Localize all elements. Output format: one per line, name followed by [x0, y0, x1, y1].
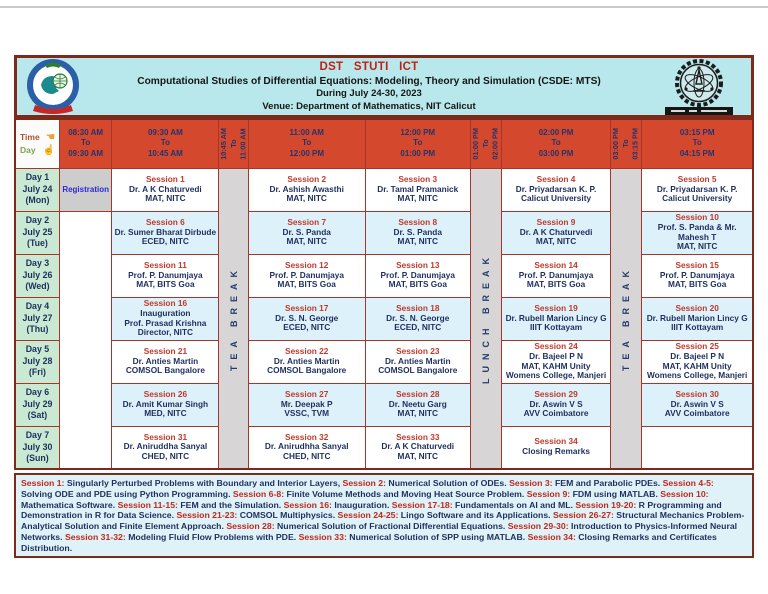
- time-slot-header-1: [59, 119, 111, 168]
- session-line: Calicut University: [521, 193, 592, 204]
- day-number: Day 5: [25, 344, 50, 355]
- session-line: Dr. Aswin V S: [670, 398, 724, 409]
- header-banner: [14, 55, 754, 118]
- session-title: Session 25: [675, 340, 719, 351]
- day-weekday: (Tue): [27, 238, 48, 249]
- legend-item: Session 33: Numerical Solution of SPP using MATLAB.: [298, 531, 528, 542]
- session-cell-19: [502, 297, 611, 340]
- session-title: Session 33: [396, 431, 440, 442]
- day-row-1: [15, 168, 753, 211]
- session-cell-34: [502, 426, 611, 469]
- session-line: MAT, BITS Goa: [388, 279, 447, 290]
- legend-item: Session 29-30: Introduction to Physics-Informed Neural Networks.: [21, 521, 738, 542]
- session-title: Session 31: [143, 431, 188, 442]
- workshop-dates: During July 24-30, 2023: [316, 88, 422, 100]
- session-line: Dr. Sumer Bharat Dirbude: [114, 226, 217, 237]
- day-row-3: [15, 254, 753, 297]
- vertical-time-text: [219, 128, 249, 160]
- session-line: MAT, NITC: [535, 236, 577, 247]
- session-line: Prof. P. Danumjaya: [128, 269, 203, 280]
- slot-from: 08:30 AM: [68, 127, 104, 137]
- session-line: AVV Coimbatore: [664, 408, 730, 419]
- session-line: Dr. Ashish Awasthi: [269, 183, 344, 194]
- empty-session-cell: [642, 426, 753, 469]
- workshop-title: Computational Studies of Differential Equations: Modeling, Theory and Simulation (CSDE: MTS): [137, 76, 601, 87]
- legend-session-label: Session 34:: [527, 531, 576, 542]
- day-number: Day 3: [25, 258, 50, 269]
- slot-to-word: To: [302, 138, 312, 148]
- session-line: IIIT Kottayam: [529, 322, 583, 333]
- legend-session-label: Session 33:: [298, 531, 347, 542]
- slot-to-word: To: [551, 138, 561, 148]
- legend-item: Session 2: Numerical Solution of ODEs.: [342, 478, 510, 488]
- legend-item: Session 19-20: R Programming and Demonstration in R for Data Science.: [21, 499, 722, 521]
- session-line: Inauguration: [140, 307, 191, 318]
- session-title: Session 34: [534, 436, 578, 447]
- time-slot-header-2: [112, 119, 219, 168]
- day-cell-3: [15, 254, 59, 297]
- session-title: Session 8: [398, 216, 438, 227]
- session-cell-16: [112, 297, 219, 340]
- vertical-time-text: [611, 128, 641, 160]
- session-line: VSSC, TVM: [284, 408, 330, 419]
- session-line: Dr. A K Chaturvedi: [381, 441, 455, 452]
- slot-from: 02:00 PM: [538, 127, 574, 137]
- slot-to-word: To: [81, 138, 91, 148]
- session-line: Dr. S. N. George: [275, 312, 339, 323]
- session-cell-10: [642, 211, 753, 254]
- session-line: MAT, NITC: [286, 193, 327, 204]
- session-cell-8: [365, 211, 470, 254]
- session-title: Session 17: [285, 302, 329, 313]
- session-cell-2: [248, 168, 365, 211]
- time-slot-header-8: [611, 119, 642, 168]
- session-cell-11: [112, 254, 219, 297]
- session-cell-32: [248, 426, 365, 469]
- session-cell-9: [502, 211, 611, 254]
- session-title: Session 12: [285, 259, 329, 270]
- slot-from: 11:00 AM: [289, 127, 324, 137]
- session-line: Dr. Rubell Marion Lincy G: [646, 312, 748, 323]
- day-row-7: [15, 426, 753, 469]
- legend-session-label: Session 16:: [283, 499, 332, 510]
- session-cell-30: [642, 383, 753, 426]
- session-line: Director, NITC: [137, 327, 194, 338]
- legend-session-label: Session 1:: [21, 478, 65, 488]
- slot-to-word: To: [229, 139, 239, 148]
- session-line: Mahesh T: [678, 231, 717, 242]
- legend-item: Session 24-25: Lingo Software and its Applications.: [337, 510, 554, 521]
- nitc-logo-icon: [653, 58, 745, 116]
- day-number: Day 4: [25, 301, 50, 312]
- session-line: Calicut University: [662, 193, 733, 204]
- session-title: Session 11: [143, 259, 187, 270]
- session-line: MAT, NITC: [397, 408, 438, 419]
- session-line: CHED, NITC: [282, 451, 331, 462]
- session-line: MAT, BITS Goa: [277, 279, 336, 290]
- session-title: Session 23: [396, 345, 440, 356]
- session-line: MAT, KAHM Unity: [521, 360, 591, 371]
- session-line: Prof. P. Danumjaya: [518, 269, 594, 280]
- session-title: Session 13: [396, 259, 440, 270]
- session-line: Dr. Anties Martin: [384, 355, 451, 366]
- workshop-venue: Venue: Department of Mathematics, NIT Calicut: [262, 100, 476, 112]
- session-title: Session 24: [534, 340, 578, 351]
- tea-break-column-1-text: TEA BREAK: [228, 265, 239, 372]
- session-cell-7: [248, 211, 365, 254]
- session-line: Dr. Neetu Garg: [388, 398, 447, 409]
- day-cell-2: [15, 211, 59, 254]
- legend-item: Session 28: Numerical Solution of Fractional Differential Equations.: [226, 521, 508, 532]
- left-pointing-hand-icon: ☚: [45, 131, 55, 143]
- legend-item: Session 21-23: COMSOL Multiphysics.: [176, 510, 338, 521]
- day-cell-5: [15, 340, 59, 383]
- day-row-2: [15, 211, 753, 254]
- session-title: Session 28: [396, 388, 440, 399]
- lunch-break-column-text: LUNCH BREAK: [480, 252, 491, 385]
- legend-item: Session 11-15: FEM and the Simulation.: [117, 499, 284, 510]
- session-cell-17: [248, 297, 365, 340]
- session-cell-4: [502, 168, 611, 211]
- day-date: July 26: [22, 269, 53, 280]
- day-date: July 24: [22, 183, 53, 194]
- time-slot-header-9: [642, 119, 753, 168]
- session-line: Dr. S. N. George: [386, 312, 450, 323]
- session-cell-27: [248, 383, 365, 426]
- legend-session-label: Session 11-15:: [117, 499, 178, 510]
- day-row-4: [15, 297, 753, 340]
- time-slot-header-4: [248, 119, 365, 168]
- slot-to-word: To: [413, 138, 423, 148]
- session-line: Prof. P. Danumjaya: [659, 269, 735, 280]
- session-line: MAT, KAHM Unity: [662, 360, 732, 371]
- legend-item: Session 17-18: Fundamentals on AI and ML.: [391, 499, 576, 510]
- day-cell-7: [15, 426, 59, 469]
- program-name: DST STUTI ICT: [319, 61, 419, 74]
- session-title: Session 26: [143, 388, 188, 399]
- session-cell-22: [248, 340, 365, 383]
- session-title: Session 19: [534, 302, 578, 313]
- session-line: IIIT Kottayam: [671, 322, 724, 333]
- session-title: Session 27: [285, 388, 329, 399]
- legend-item: Session 9: FDM using MATLAB.: [526, 488, 661, 499]
- session-line: Womens College, Manjeri: [646, 370, 748, 381]
- header-text-block: [89, 60, 649, 113]
- session-title: Session 14: [534, 259, 578, 270]
- session-cell-20: [642, 297, 753, 340]
- session-title: Session 30: [675, 388, 719, 399]
- slot-to-word: To: [160, 138, 170, 148]
- session-line: Dr. Priyadarsan K. P.: [515, 183, 597, 194]
- legend-session-label: Session 2:: [342, 478, 386, 488]
- session-cell-14: [502, 254, 611, 297]
- session-line: MAT, NITC: [397, 451, 438, 462]
- day-date: July 28: [22, 355, 53, 366]
- day-date: July 27: [22, 312, 53, 323]
- legend-item: Session 31-32: Modeling Fluid Flow Problems with PDE.: [64, 531, 299, 542]
- session-line: Prof. Prasad Krishna: [124, 317, 207, 328]
- time-slot-header-5: [365, 119, 470, 168]
- session-line: Dr. Bajeel P N: [529, 350, 583, 361]
- legend-item: Session 1: Singularly Perturbed Problems with Boundary and Interior Layers,: [21, 478, 343, 488]
- session-title: Session 21: [143, 345, 188, 356]
- session-line: Dr. Priyadarsan K. P.: [656, 183, 738, 194]
- legend-item: Session 6-8: Finite Volume Methods and Moving Heat Source Problem.: [232, 488, 527, 499]
- day-number: Day 2: [25, 215, 50, 226]
- session-cell-31: [112, 426, 219, 469]
- day-cell-4: [15, 297, 59, 340]
- session-cell-1: [112, 168, 219, 211]
- legend-session-label: Session 24-25:: [337, 510, 399, 521]
- empty-morning-column: [59, 211, 111, 469]
- session-line: MAT, BITS Goa: [136, 279, 195, 290]
- legend-session-label: Session 3:: [509, 478, 553, 488]
- session-cell-28: [365, 383, 470, 426]
- slot-until: 10:45 AM: [147, 149, 183, 159]
- day-weekday: (Sun): [26, 452, 49, 463]
- day-date: July 30: [22, 441, 53, 452]
- legend-session-label: Session 28:: [226, 521, 275, 532]
- session-line: ECED, NITC: [141, 236, 189, 247]
- session-title: Session 1: [146, 173, 185, 184]
- session-title: Session 15: [675, 259, 719, 270]
- session-line: MAT, NITC: [397, 236, 438, 247]
- session-line: MAT, NITC: [676, 241, 718, 252]
- session-cell-12: [248, 254, 365, 297]
- legend-item: Session 16: Inauguration.: [283, 499, 392, 510]
- time-day-corner-cell: [15, 119, 59, 168]
- session-line: Dr. Aswin V S: [529, 398, 583, 409]
- session-title: Session 9: [536, 216, 576, 227]
- tea-break-column-1: [219, 168, 248, 469]
- slot-until: 02:00 PM: [490, 127, 500, 160]
- session-title: Session 6: [146, 216, 185, 227]
- session-line: Dr. Rubell Marion Lincy G: [505, 312, 607, 323]
- session-line: COMSOL Bangalore: [378, 365, 458, 376]
- session-title: Session 18: [396, 302, 440, 313]
- legend-session-label: Session 4-5:: [662, 478, 714, 488]
- session-title: Session 7: [287, 216, 327, 227]
- slot-until: 12:00 PM: [289, 149, 325, 159]
- day-number: Day 6: [25, 387, 50, 398]
- session-line: Closing Remarks: [522, 446, 590, 457]
- day-weekday: (Mon): [25, 195, 50, 206]
- day-weekday: (Fri): [28, 367, 46, 378]
- day-date: July 29: [22, 398, 53, 409]
- session-cell-13: [365, 254, 470, 297]
- session-legend: [14, 473, 754, 558]
- legend-session-label: Session 31-32:: [64, 531, 126, 542]
- slot-until: 03:00 PM: [538, 149, 574, 159]
- session-cell-24: [502, 340, 611, 383]
- day-date: July 25: [22, 226, 53, 237]
- time-label: Time: [20, 132, 40, 143]
- session-line: MAT, NITC: [145, 193, 186, 204]
- session-line: ECED, NITC: [283, 322, 331, 333]
- day-row-6: [15, 383, 753, 426]
- session-cell-23: [365, 340, 470, 383]
- slot-to-word: To: [692, 138, 702, 148]
- slot-to-word: To: [480, 139, 490, 148]
- session-line: ECED, NITC: [394, 322, 442, 333]
- slot-from: 03:15 PM: [679, 127, 715, 137]
- session-line: Dr. Aniruddha Sanyal: [123, 441, 208, 452]
- time-slot-header-6: [470, 119, 501, 168]
- session-cell-6: [112, 211, 219, 254]
- legend-item: Session 3: FEM and Parabolic PDEs.: [509, 478, 663, 488]
- session-title: Session 16: [143, 297, 188, 308]
- session-cell-3: [365, 168, 470, 211]
- session-title: Session 29: [534, 388, 578, 399]
- workshop-timetable-poster: [14, 55, 754, 558]
- session-line: Prof. P. Danumjaya: [269, 269, 344, 280]
- slot-until: 04:15 PM: [679, 149, 715, 159]
- day-label: Day: [20, 145, 36, 156]
- legend-session-label: Session 6-8:: [232, 488, 285, 499]
- session-line: Dr. Tamal Pramanick: [377, 183, 459, 194]
- time-header-row: [15, 119, 753, 168]
- session-line: MAT, BITS Goa: [526, 279, 586, 290]
- session-line: Dr. Anties Martin: [132, 355, 199, 366]
- day-weekday: (Thu): [26, 324, 49, 335]
- slot-to-word: To: [621, 139, 631, 148]
- time-slot-header-3: [219, 119, 248, 168]
- session-line: MAT, BITS Goa: [667, 279, 727, 290]
- legend-item: Session 34: Closing Remarks and Certificates Distribution.: [21, 531, 717, 553]
- day-cell-6: [15, 383, 59, 426]
- session-title: Session 2: [287, 173, 327, 184]
- tea-break-column-2-text: TEA BREAK: [621, 265, 632, 372]
- session-line: COMSOL Bangalore: [267, 365, 347, 376]
- session-line: MED, NITC: [144, 408, 187, 419]
- slot-from: 01:00 PM: [471, 127, 481, 160]
- session-cell-33: [365, 426, 470, 469]
- session-line: Dr. Anirudhha Sanyal: [264, 441, 349, 452]
- legend-session-label: Session 9:: [526, 488, 571, 499]
- slot-from: 12:00 PM: [400, 127, 436, 137]
- page-top-rule: [0, 6, 768, 8]
- time-slot-header-7: [502, 119, 611, 168]
- session-title: Session 3: [398, 173, 438, 184]
- slot-until: 01:00 PM: [400, 149, 436, 159]
- session-title: Session 5: [677, 173, 717, 184]
- slot-from: 10:45 AM: [219, 127, 229, 160]
- time-label-row: [16, 131, 59, 144]
- session-line: Dr. A K Chaturvedi: [129, 183, 202, 194]
- session-cell-21: [112, 340, 219, 383]
- session-line: Dr. Amit Kumar Singh: [122, 398, 209, 409]
- day-row-5: [15, 340, 753, 383]
- legend-item: Session 10: Mathematica Software.: [21, 488, 709, 510]
- session-line: Dr. Bajeel P N: [670, 350, 725, 361]
- session-line: Womens College, Manjeri: [505, 370, 607, 381]
- legend-item: Session 26-27: Structural Mechanics Problem-Analytical Solution and Finite Element Approach.: [21, 510, 745, 532]
- session-cell-25: [642, 340, 753, 383]
- session-cell-29: [502, 383, 611, 426]
- legend-item: Session 4-5: Solving ODE and PDE using Python Programming.: [21, 478, 714, 499]
- day-weekday: (Wed): [25, 281, 50, 292]
- vertical-time-text: [471, 128, 501, 160]
- lunch-break-column: [470, 168, 501, 469]
- session-line: COMSOL Bangalore: [125, 365, 205, 376]
- session-cell-26: [112, 383, 219, 426]
- session-line: Dr. S. Panda: [282, 226, 331, 237]
- session-cell-5: [642, 168, 753, 211]
- tea-break-column-2: [611, 168, 642, 469]
- session-line: CHED, NITC: [141, 451, 190, 462]
- slot-until: 11:00 AM: [239, 128, 249, 160]
- session-line: Mr. Deepak P: [280, 398, 333, 409]
- session-line: Dr. Anties Martin: [273, 355, 340, 366]
- session-line: MAT, NITC: [286, 236, 327, 247]
- session-title: Session 22: [285, 345, 329, 356]
- up-pointing-hand-icon: ☝: [42, 144, 55, 156]
- session-line: Prof. P. Danumjaya: [380, 269, 456, 280]
- slot-from: 03:00 PM: [611, 127, 621, 160]
- slot-until: 09:30 AM: [68, 149, 104, 159]
- session-cell-18: [365, 297, 470, 340]
- session-line: AVV Coimbatore: [523, 408, 589, 419]
- day-number: Day 7: [25, 430, 50, 441]
- session-line: Dr. A K Chaturvedi: [519, 226, 593, 237]
- session-cell-15: [642, 254, 753, 297]
- legend-session-label: Session 29-30:: [507, 521, 569, 532]
- legend-session-label: Session 10:: [660, 488, 709, 499]
- session-line: Dr. S. Panda: [393, 226, 442, 237]
- day-number: Day 1: [25, 172, 50, 183]
- day-cell-1: [15, 168, 59, 211]
- session-line: MAT, NITC: [397, 193, 438, 204]
- legend-session-label: Session 21-23:: [176, 510, 238, 521]
- session-title: Session 20: [675, 302, 719, 313]
- registration-cell: Registration: [59, 168, 111, 211]
- session-line: Prof. S. Panda & Mr.: [657, 221, 737, 232]
- session-title: Session 4: [536, 173, 576, 184]
- legend-session-label: Session 19-20:: [575, 499, 637, 510]
- dst-stuti-logo-icon: [23, 59, 85, 115]
- slot-until: 03:15 PM: [631, 127, 641, 160]
- schedule-table: [14, 118, 754, 470]
- day-label-row: [16, 144, 59, 157]
- legend-session-label: Session 26-27:: [553, 510, 614, 521]
- session-title: Session 10: [675, 211, 719, 222]
- legend-session-label: Session 17-18:: [391, 499, 453, 510]
- slot-from: 09:30 AM: [147, 127, 183, 137]
- day-weekday: (Sat): [27, 410, 48, 421]
- session-title: Session 32: [285, 431, 329, 442]
